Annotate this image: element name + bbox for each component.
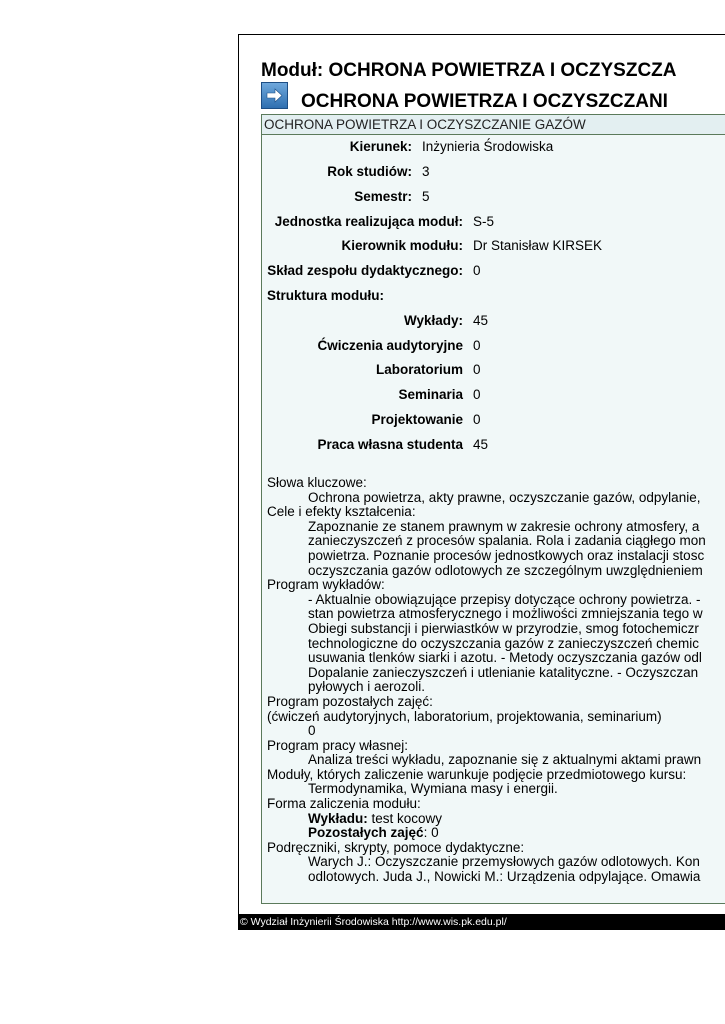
section-line: odlotowych. Juda J., Nowicki M.: Urządzenia odpylające. Omawia — [308, 869, 701, 885]
structure-value: 45 — [473, 313, 489, 328]
field-semestr — [262, 189, 725, 205]
structure-label: Wykłady: — [403, 313, 463, 328]
forma-wyklad-value: test kocowy — [367, 810, 443, 826]
section-line: powietrza. Poznanie procesów jednostkowych oraz instalacji stosc — [308, 547, 705, 563]
section-line: stan powietrza atmosferycznego i możliwości zmniejszania tego w — [308, 606, 703, 622]
field-kierunek — [262, 139, 725, 155]
field-jednostka — [262, 214, 725, 230]
forma-pozostale-label: Pozostałych zajęć — [308, 825, 424, 841]
section-line: Warych J.: Oczyszczanie przemysłowych gazów odlotowych. Kon — [308, 854, 700, 870]
field-label: Jednostka realizująca moduł: — [274, 214, 463, 229]
arrow-right-icon[interactable] — [261, 82, 288, 109]
structure-value: 0 — [473, 412, 481, 427]
structure-label: Seminaria — [398, 387, 463, 402]
forma-pozostale — [267, 826, 725, 841]
field-label: Kierunek: — [349, 139, 412, 154]
box-header — [262, 115, 725, 135]
structure-value: 0 — [473, 387, 481, 402]
structure-row — [262, 412, 725, 428]
section-line: Zapoznanie ze stanem prawnym w zakresie ochrony atmosfery, a — [308, 518, 700, 534]
section-label: Słowa kluczowe: — [267, 475, 367, 490]
section-text: (ćwiczeń audytoryjnych, laboratorium, projektowania, seminarium) — [267, 708, 662, 724]
section-line: Obiegi substancji i pierwiastków w przyrodzie, smog fotochemiczr — [308, 620, 699, 636]
module-description — [267, 476, 725, 885]
field-label: Semestr: — [354, 189, 412, 204]
structure-label: Praca własna studenta — [317, 437, 463, 452]
section-line: oczyszczania gazów odlotowych ze szczególnym uwzględnieniem — [308, 562, 703, 578]
field-value: S-5 — [473, 214, 495, 229]
module-details-box — [261, 114, 725, 904]
structure-label: Projektowanie — [371, 412, 463, 427]
field-kierownik — [262, 238, 725, 254]
section-line: zanieczyszczeń z procesów spalania. Rola i zadania ciągłego mon — [308, 533, 706, 549]
document-page — [238, 34, 725, 930]
section-line: usuwania tlenków siarki i azotu. - Metody oczyszczania gazów odl — [308, 650, 702, 666]
structure-row — [262, 437, 725, 453]
section-line: Dopalanie zanieczyszczeń i utlenianie katalityczne. - Oczyszczan — [308, 664, 699, 680]
section-label: Moduły, których zaliczenie warunkuje podjęcie przedmiotowego kursu: — [267, 766, 687, 782]
structure-row — [262, 362, 725, 378]
structure-row — [262, 387, 725, 403]
forma-wyklad — [267, 812, 725, 827]
field-label: Skład zespołu dydaktycznego: — [267, 263, 463, 278]
field-value: Dr Stanisław KIRSEK — [473, 238, 603, 253]
footer-text: © Wydział Inżynierii Środowiska http://www.wis.pk.edu.pl/ — [240, 916, 507, 928]
field-value: 3 — [422, 164, 430, 179]
box-header-text: OCHRONA POWIETRZA I OCZYSZCZANIE GAZÓW — [264, 117, 586, 132]
footer — [238, 914, 725, 930]
structure-label: Ćwiczenia audytoryjne — [317, 338, 463, 353]
section-label: Forma zaliczenia modułu: — [267, 796, 421, 812]
structure-value: 45 — [473, 437, 489, 452]
structure-value: 0 — [473, 338, 481, 353]
field-rok — [262, 164, 725, 180]
forma-pozostale-value: : 0 — [423, 825, 439, 841]
structure-row — [262, 338, 725, 354]
field-label: Rok studiów: — [327, 164, 412, 179]
section-label: Podręczniki, skrypty, pomoce dydaktyczne: — [267, 839, 525, 855]
section-label: Program wykładów: — [267, 577, 385, 593]
section-label: Cele i efekty kształcenia: — [267, 504, 416, 520]
field-sklad — [262, 263, 725, 279]
section-line: technologiczne do oczyszczania gazów z zanieczyszczeń chemic — [308, 635, 699, 651]
section-line: pyłowych i aerozoli. — [308, 679, 426, 695]
field-value: Inżynieria Środowiska — [422, 139, 554, 154]
field-value: 5 — [422, 189, 430, 204]
module-title: Moduł: OCHRONA POWIETRZA I OCZYSZCZA — [261, 60, 677, 81]
section-text: Analiza treści wykładu, zapoznanie się z aktualnymi aktami prawn — [308, 752, 702, 768]
section-label: Program pracy własnej: — [267, 737, 409, 753]
section-label: Program pozostałych zajęć: — [267, 693, 433, 709]
forma-wyklad-label: Wykładu: — [308, 810, 368, 826]
structure-title: Struktura modułu: — [267, 288, 384, 303]
structure-row — [262, 313, 725, 329]
section-text: 0 — [308, 723, 316, 739]
field-label: Kierownik modułu: — [341, 238, 463, 253]
field-value: 0 — [473, 263, 481, 278]
section-text: Termodynamika, Wymiana masy i energii. — [308, 781, 558, 797]
module-subtitle: OCHRONA POWIETRZA I OCZYSZCZANI — [301, 91, 668, 112]
section-line: - Aktualnie obowiązujące przepisy dotyczące ochrony powietrza. - — [308, 591, 701, 607]
structure-value: 0 — [473, 362, 481, 377]
structure-label: Laboratorium — [375, 362, 463, 377]
section-text: Ochrona powietrza, akty prawne, oczyszczanie gazów, odpylanie, — [308, 489, 701, 505]
